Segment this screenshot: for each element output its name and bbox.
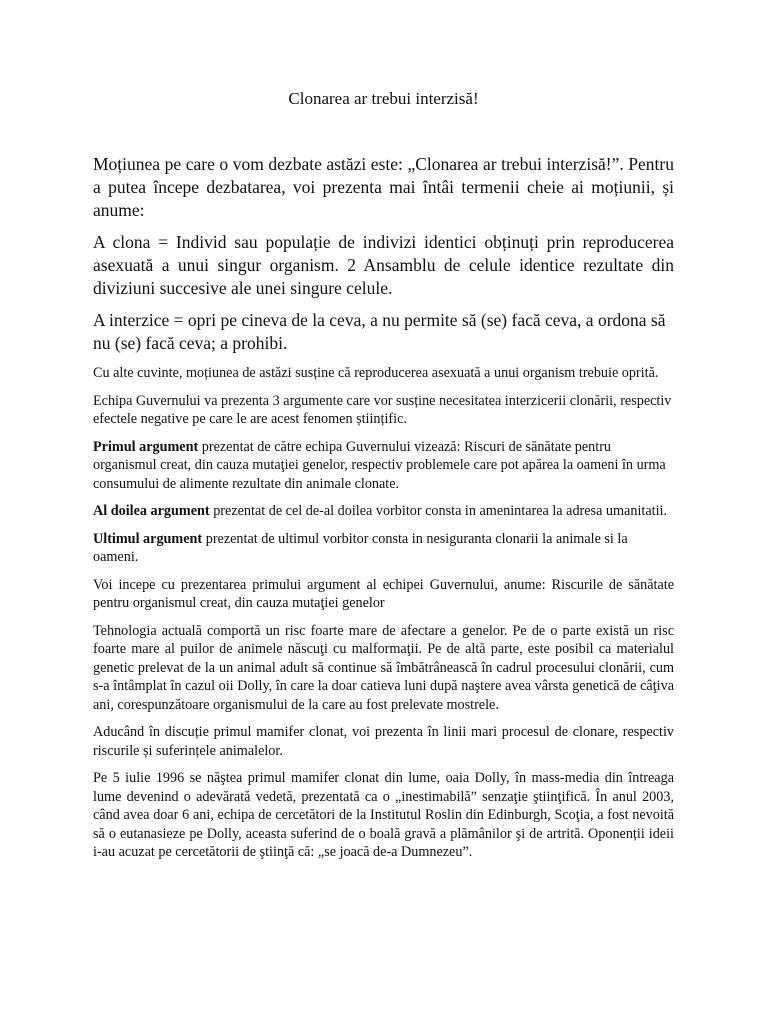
second-argument-text: prezentat de cel de-al doilea vorbitor consta in amenintarea la adresa umanitatii. [209, 503, 667, 519]
paragraph-first-argument [93, 438, 674, 494]
paragraph-motion-intro: Moțiunea pe care o vom dezbate astăzi este: „Clonarea ar trebui interzisă!”. Pentru a putea începe dezbatarea, voi prezenta mai întâi termenii cheie ai moțiunii, și anume: [93, 154, 674, 220]
paragraph-second-argument [93, 502, 674, 521]
paragraph-government-arguments: Echipa Guvernului va prezenta 3 argumente care vor susține necesitatea interzicerii clonării, respectiv efectele negative pe care le are acest fenomen științific. [93, 392, 672, 427]
last-argument-text: prezentat de ultimul vorbitor consta in nesiguranta clonarii la animale si la oameni. [93, 530, 628, 565]
first-argument-label: Primul argument [93, 438, 199, 455]
last-argument-label: Ultimul argument [93, 530, 203, 547]
document-title: Clonarea ar trebui interzisă! [288, 89, 479, 108]
second-argument-label: Al doilea argument [93, 503, 210, 519]
paragraph-technology-risk: Tehnologia actuală comportă un risc foarte mare de afectare a genelor. Pe de o parte există un risc foarte mare al puilor de animele născuţi cu malformaţii. Pe de altă parte, este posibil ca materialul genetic prelevat de la un animal adult să continue să îmbătrânească în cadrul procesului clonării, cum s-a întâmplat în cazul oii Dolly, în care la doar catieva luni după naştere avea vârsta genetică de câţiva ani, corespunzătoare organismului de la care au fost prelevate mostrele. [93, 622, 674, 713]
document-page [93, 88, 674, 862]
paragraph-dolly-intro: Aducând în discuție primul mamifer clonat, voi prezenta în linii mari procesul de clonare, respectiv riscurile și suferințele animalelor. [93, 724, 674, 759]
paragraph-dolly-history: Pe 5 iulie 1996 se năştea primul mamifer clonat din lume, oaia Dolly, în mass-media din întreaga lume devenind o adevărată vedetă, prezentată ca o „inestimabilă” senzaţie ştiinţifică. În anul 2003, când avea doar 6 ani, echipa de cercetători de la Institutul Roslin din Edinburgh, Scoţia, a fost nevoită să o eutanasieze pe Dolly, aceasta suferind de o boală gravă a plămânilor şi de artrită. Oponenții ideii i-au acuzat pe cercetătorii de ştiinţă că: „se joacă de-a Dumnezeu”. [93, 770, 674, 860]
paragraph-prohibit-definition: A interzice = opri pe cineva de la ceva, a nu permite să (se) facă ceva, a ordona să nu (se) facă ceva; a prohibi. [93, 310, 666, 353]
paragraph-clone-definition: A clona = Individ sau populație de indivizi identici obținuți prin reproducerea asexuată a unui singur organism. 2 Ansamblu de celule identice rezultate din diviziuni succesive ale unei singure celule. [93, 232, 674, 298]
paragraph-first-argument-intro: Voi incepe cu prezentarea primului argument al echipei Guvernului, anume: Riscurile de sănătate pentru organismul creat, din cauza mutaţiei genelor [93, 576, 674, 611]
first-argument-text: prezentat de către echipa Guvernului vizează: Riscuri de sănătate pentru organismul creat, din cauza mutaţiei genelor, respectiv problemele care pot apărea la oameni în urma consumului de alimente rezultate din animale clonate. [93, 438, 666, 492]
paragraph-last-argument [93, 530, 674, 567]
paragraph-motion-summary: Cu alte cuvinte, moțiunea de astăzi susține că reproducerea asexuată a unui organism trebuie oprită. [93, 365, 659, 381]
